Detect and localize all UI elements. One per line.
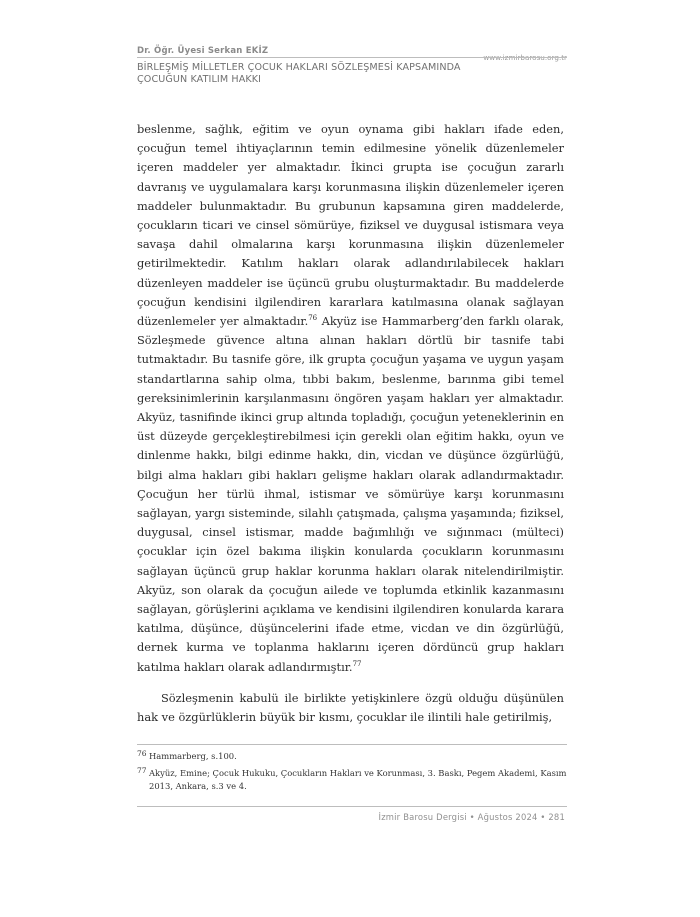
footnote-rule (137, 744, 567, 745)
footnote-text: Akyüz, Emine; Çocuk Hukuku, Çocukların Hakları ve Korunması, 3. Baskı, Pegem Akademi, Kasım 2013, Ankara, s.3 ve 4. (149, 768, 567, 791)
footnote-76 (137, 750, 567, 763)
article-title (137, 62, 477, 86)
footnotes (137, 750, 567, 797)
paragraph-1 (137, 120, 564, 677)
footnote-ref-77[interactable]: 77 (352, 659, 362, 668)
paragraph-1-part-1: beslenme, sağlık, eğitim ve oyun oynama gibi hakları ifade eden, çocuğun temel ihtiyaçlarının temin edilmesine yönelik düzenlemeler içeren maddeler yer almaktadır. İkinci grupta ise çocuğun zararlı davranış ve uygulamalara karşı korunmasına ilişkin düzenlemeler içeren maddeler bulunmaktadır. Bu grubunun kapsamına giren maddelerde, çocukların ticari ve cinsel sömürüye, fiziksel ve duygusal istismara veya savaşa dahil olmalarına karşı korunmasına ilişkin düzenlemeler getirilmektedir. Katılım hakları olarak adlandırılabilecek hakları düzenleyen maddeler ise üçüncü grubu oluşturmaktadır. Bu maddelerde çocuğun kendisini ilgilendiren kararlara katılmasına olanak sağlayan düzenlemeler yer almaktadır. (137, 122, 564, 329)
page-footer: İzmir Barosu Dergisi • Ağustos 2024 • 281 (378, 812, 565, 822)
website-link[interactable]: www.izmirbarosu.org.tr (483, 53, 567, 62)
header-rule (137, 57, 567, 58)
paragraph-2: Sözleşmenin kabulü ile birlikte yetişkinlere özgü olduğu düşünülen hak ve özgürlüklerin büyük bir kısmı, çocuklar ile ilintili hale getirilmiş, (137, 690, 564, 725)
footnote-number: 77 (137, 766, 147, 775)
paragraph-1-part-2: Akyüz ise Hammarberg’den farklı olarak, Sözleşmede güvence altına alınan hakları dörtlü bir tasnife tabi tutmaktadır. Bu tasnife göre, ilk grupta çocuğun yaşama ve uygun yaşam standartlarına sahip olma, tıbbi bakım, beslenme, barınma gibi temel gereksinimlerinin karşılanmasını öngören yaşam hakları yer almaktadır. Akyüz, tasnifinde ikinci grup altında topladığı, çocuğun yeteneklerinin en üst düzeyde gerçekleştirebilmesi için gerekli olan eğitim hakkı, oyun ve dinlenme hakkı, bilgi edinme hakkı, din, vicdan ve düşünce özgürlüğü, bilgi alma hakları gibi hakları gelişme hakları olarak adlandırmaktadır. Çocuğun her türlü ihmal, istismar ve sömürüye karşı korunmasını sağlayan, yargı sisteminde, silahlı çatışmada, çalışma yaşamında; fiziksel, duygusal, cinsel istismar, madde bağımlılığı ve sığınmacı (mülteci) çocuklar için özel bakıma ilişkin konularda çocukların korunmasını sağlayan üçüncü grup haklar korunma hakları olarak nitelendirilmiştir. Akyüz, son olarak da çocuğun ailede ve toplumda etkinlik kazanmasını sağlayan, görüşlerini açıklama ve kendisini ilgilendiren konularda karara katılma, düşünce, düşüncelerini ifade etme, vicdan ve din özgürlüğü, dernek kurma ve toplanma haklarını içeren dördüncü grup hakları katılma hakları olarak adlandırmıştır. (137, 314, 564, 674)
footnote-77 (137, 767, 567, 793)
footnote-number: 76 (137, 749, 147, 758)
footer-rule (137, 806, 567, 807)
article-title-line-2: ÇOCUĞUN KATILIM HAKKI (137, 74, 262, 85)
footnote-ref-76[interactable]: 76 (308, 314, 318, 323)
author-name: Dr. Öğr. Üyesi Serkan EKİZ (137, 46, 269, 56)
footnote-text: Hammarberg, s.100. (149, 751, 237, 761)
body-text (137, 120, 564, 727)
article-title-line-1: BİRLEŞMİŞ MİLLETLER ÇOCUK HAKLARI SÖZLEŞMESİ KAPSAMINDA (137, 62, 461, 73)
